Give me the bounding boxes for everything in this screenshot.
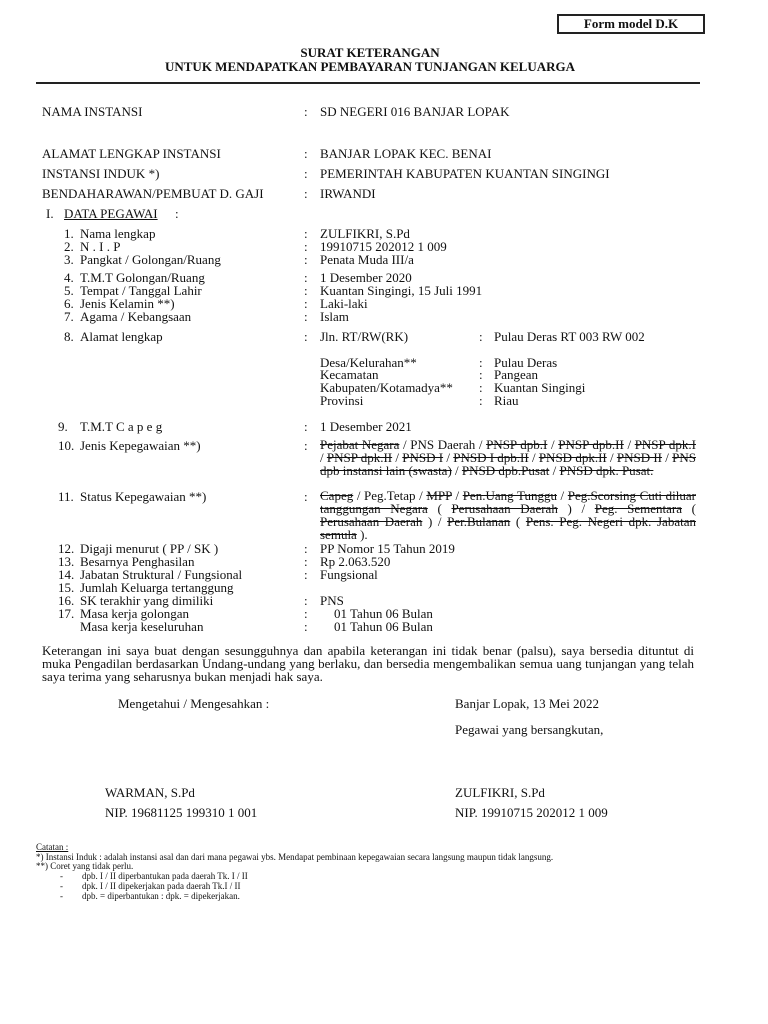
address-label: Provinsi (320, 393, 364, 408)
address-label: Kabupaten/Kotamadya** (320, 380, 453, 395)
colon: : (304, 593, 308, 608)
item-number: 6. (64, 296, 74, 311)
field-value-nama-instansi: SD NEGERI 016 BANJAR LOPAK (320, 104, 510, 119)
item-value: ZULFIKRI, S.Pd (320, 226, 410, 241)
item-label: SK terakhir yang dimiliki (80, 593, 214, 608)
address-value: Pangean (494, 367, 539, 382)
colon: : (479, 329, 483, 344)
colon: : (304, 619, 308, 634)
item-number: 17. (58, 606, 75, 621)
item-number: 5. (64, 283, 74, 298)
field-value-alamat-instansi: BANJAR LOPAK KEC. BENAI (320, 146, 492, 161)
sign-right-name: ZULFIKRI, S.Pd (455, 785, 545, 800)
note-bullet: dpb. = diperbantukan : dpk. = dipekerjakan. (82, 891, 240, 901)
item-number: 8. (64, 329, 74, 344)
document-title: SURAT KETERANGAN (300, 45, 440, 60)
jenis-kepegawaian-options: Pejabat Negara / PNS Daerah / PNSP dpb.I / PNSP dpb.II / PNSP dpk.I / PNSP dpk.II / PNSD I / PNSD I dpb.II / PNSD dpk.II / PNSD II / PNS dpb instansi lain (swasta) / PNSD dpb.Pusat / PNSD dpk. Pusat. (320, 437, 696, 478)
address-label: Kecamatan (320, 367, 379, 382)
colon: : (304, 554, 308, 569)
item-label: Jabatan Struktural / Fungsional (80, 567, 243, 582)
colon: : (304, 489, 308, 504)
item-number: 12. (58, 541, 75, 556)
item-number: 9. (58, 419, 68, 434)
field-value-instansi-induk: PEMERINTAH KABUPATEN KUANTAN SINGINGI (320, 166, 610, 181)
document-subtitle: UNTUK MENDAPATKAN PEMBAYARAN TUNJANGAN KELUARGA (164, 59, 575, 74)
colon: : (304, 270, 308, 285)
address-value: Pulau Deras (494, 355, 558, 370)
item-label: Pangkat / Golongan/Ruang (80, 252, 221, 267)
field-label-alamat-instansi: ALAMAT LENGKAP INSTANSI (42, 146, 221, 161)
item-label: Jumlah Keluarga tertanggung (80, 580, 234, 595)
item-value: 1 Desember 2020 (320, 270, 412, 285)
note-bullet: dpb. I / II diperbantukan pada daerah Tk. I / II (82, 871, 248, 881)
colon: : (304, 541, 308, 556)
colon: : (304, 438, 308, 453)
item-value: Islam (320, 309, 349, 324)
item-number: 7. (64, 309, 74, 324)
colon: : (304, 419, 308, 434)
item-label: Jenis Kelamin **) (80, 296, 175, 311)
colon: : (304, 226, 308, 241)
field-value-bendaharawan: IRWANDI (320, 186, 376, 201)
colon: : (304, 296, 308, 311)
colon: : (304, 104, 308, 119)
colon: : (304, 309, 308, 324)
address-value: Kuantan Singingi (494, 380, 586, 395)
item-value: 19910715 202012 1 009 (320, 239, 447, 254)
item-label: Status Kepegawaian **) (80, 489, 207, 504)
colon: : (479, 393, 483, 408)
statement-paragraph: Keterangan ini saya buat dengan sesungguhnya dan apabila keterangan ini tidak benar (palsu), saya bersedia dituntut di muka Pengadilan berdasarkan Undang-undang yang berlaku, dan bersedia mengembalikan semua uang tunjangan yang telah saya terima yang seharusnya bukan menjadi hak saya. (42, 643, 694, 684)
colon: : (304, 567, 308, 582)
sign-right-nip: NIP. 19910715 202012 1 009 (455, 805, 608, 820)
address-label: Desa/Kelurahan** (320, 355, 417, 370)
item-value: Fungsional (320, 567, 378, 582)
item-value: 01 Tahun 06 Bulan (334, 619, 433, 634)
title-divider (36, 82, 700, 84)
item-label: Nama lengkap (80, 226, 156, 241)
item-label: Alamat lengkap (80, 329, 163, 344)
colon: : (304, 146, 308, 161)
form-model-box: Form model D.K (557, 14, 705, 34)
colon: : (479, 367, 483, 382)
item-label: Masa kerja golongan (80, 606, 190, 621)
item-value: 1 Desember 2021 (320, 419, 412, 434)
item-value: Rp 2.063.520 (320, 554, 391, 569)
item-value: PNS (320, 593, 344, 608)
item-label: Besarnya Penghasilan (80, 554, 195, 569)
item-label: Masa kerja keseluruhan (80, 619, 204, 634)
colon: : (304, 166, 308, 181)
item-value: Jln. RT/RW(RK) (320, 329, 409, 344)
status-kepegawaian-options: Capeg / Peg.Tetap / MPP / Pen.Uang Tunggu / Peg.Scorsing Cuti diluar tanggungan Negara ( Perusahaan Daerah ) / Peg. Sementara ( Perusahaan Daerah ) / Per.Bulanan ( Pens. Peg. Negeri dpk. Jabatan semula ). (320, 488, 696, 542)
field-label-nama-instansi: NAMA INSTANSI (42, 104, 143, 119)
item-number: 1. (64, 226, 74, 241)
item-number: 14. (58, 567, 75, 582)
field-label-instansi-induk: INSTANSI INDUK *) (42, 166, 160, 181)
address-value: Riau (494, 393, 519, 408)
item-number: 3. (64, 252, 74, 267)
colon: : (175, 206, 179, 221)
note-instansi-induk: *) Instansi Induk : adalah instansi asal dan dari mana pegawai ybs. Mendapat pembinaan kepegawaian secara langsung maupun tidak langsung. (36, 852, 554, 862)
item-number: 11. (58, 489, 74, 504)
colon: : (304, 283, 308, 298)
sign-right-title: Pegawai yang bersangkutan, (455, 722, 604, 737)
sign-left-nip: NIP. 19681125 199310 1 001 (105, 805, 258, 820)
item-number: 2. (64, 239, 74, 254)
field-label-bendaharawan: BENDAHARAWAN/PEMBUAT D. GAJI (42, 186, 264, 201)
item-number: 10. (58, 438, 75, 453)
item-label: T.M.T Golongan/Ruang (80, 270, 205, 285)
item-label: T.M.T C a p e g (80, 419, 163, 434)
colon: : (304, 252, 308, 267)
colon: : (304, 186, 308, 201)
notes-title: Catatan : (36, 842, 69, 852)
item-label: Jenis Kepegawaian **) (80, 438, 201, 453)
section-number: I. (46, 206, 54, 221)
bullet-dash: - (60, 891, 63, 901)
colon: : (304, 606, 308, 621)
sign-place-date: Banjar Lopak, 13 Mei 2022 (455, 696, 600, 711)
item-number: 13. (58, 554, 75, 569)
item-number: 15. (58, 580, 75, 595)
item-value: Kuantan Singingi, 15 Juli 1991 (320, 283, 483, 298)
sign-left-title: Mengetahui / Mengesahkan : (118, 696, 270, 711)
address-rtrw-value: Pulau Deras RT 003 RW 002 (494, 329, 645, 344)
item-value: Penata Muda III/a (320, 252, 414, 267)
item-number: 16. (58, 593, 75, 608)
section-title: DATA PEGAWAI (64, 206, 158, 221)
bullet-dash: - (60, 881, 63, 891)
item-label: Tempat / Tanggal Lahir (80, 283, 202, 298)
item-label: Digaji menurut ( PP / SK ) (80, 541, 219, 556)
note-bullet: dpk. I / II dipekerjakan pada daerah Tk.I / II (82, 881, 241, 891)
colon: : (304, 329, 308, 344)
note-coret: **) Coret yang tidak perlu. (36, 861, 134, 871)
item-label: Agama / Kebangsaan (80, 309, 192, 324)
item-label: N . I . P (80, 239, 121, 254)
sign-left-name: WARMAN, S.Pd (105, 785, 195, 800)
colon: : (304, 239, 308, 254)
colon: : (479, 380, 483, 395)
item-value: 01 Tahun 06 Bulan (334, 606, 433, 621)
item-number: 4. (64, 270, 74, 285)
item-value: Laki-laki (320, 296, 368, 311)
bullet-dash: - (60, 871, 63, 881)
item-value: PP Nomor 15 Tahun 2019 (320, 541, 455, 556)
colon: : (479, 355, 483, 370)
